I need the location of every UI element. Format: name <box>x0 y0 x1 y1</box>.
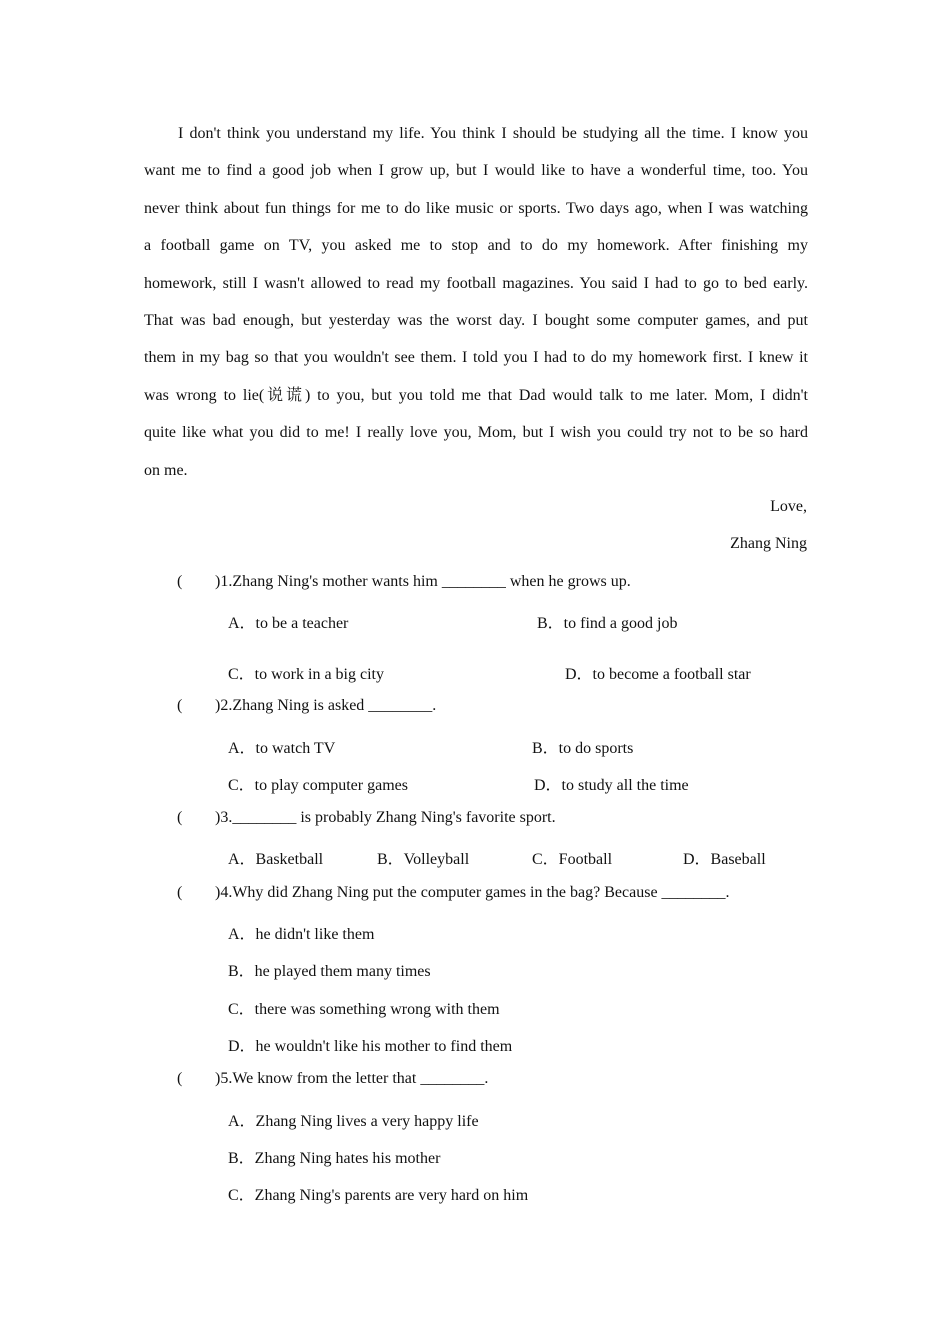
question-stem: )1.Zhang Ning's mother wants him ________ when he grows up. <box>215 573 631 590</box>
letter-closing: Love, <box>770 498 807 515</box>
option-c: C．Zhang Ning's parents are very hard on him <box>228 1187 529 1204</box>
option-a: A．Basketball <box>228 851 324 868</box>
letter-signature: Zhang Ning <box>730 535 807 552</box>
answer-paren: ( <box>177 809 183 826</box>
question-stem: )2.Zhang Ning is asked ________. <box>215 697 437 714</box>
letter-line: a football game on TV, you asked me to stop and to do my homework. After finishing my <box>144 237 808 255</box>
option-b: B．to do sports <box>532 740 634 757</box>
answer-paren: ( <box>177 697 183 714</box>
option-d: D．Baseball <box>683 851 766 868</box>
letter-line: on me. <box>144 461 188 479</box>
option-a: A．Zhang Ning lives a very happy life <box>228 1113 479 1130</box>
option-c: C．to work in a big city <box>228 666 384 683</box>
option-c: C．there was something wrong with them <box>228 1001 500 1018</box>
option-a: A．he didn't like them <box>228 926 375 943</box>
question-stem: )5.We know from the letter that ________. <box>215 1070 489 1087</box>
letter-line: quite like what you did to me! I really love you, Mom, but I wish you could try not to be so hard <box>144 424 808 442</box>
option-c: C．to play computer games <box>228 777 408 794</box>
option-d: D．he wouldn't like his mother to find them <box>228 1038 513 1055</box>
answer-paren: ( <box>177 573 183 590</box>
option-d: D．to study all the time <box>534 777 689 794</box>
option-b: B．he played them many times <box>228 963 431 980</box>
letter-line: I don't think you understand my life. You think I should be studying all the time. I know you <box>178 125 808 142</box>
letter-line: want me to find a good job when I grow up, but I would like to have a wonderful time, too. You <box>144 162 808 180</box>
letter-line: homework, still I wasn't allowed to read my football magazines. You said I had to go to bed early. <box>144 274 808 292</box>
question-stem: )4.Why did Zhang Ning put the computer games in the bag? Because ________. <box>215 884 730 901</box>
option-c: C．Football <box>532 851 613 868</box>
option-b: B．Zhang Ning hates his mother <box>228 1150 441 1167</box>
question-stem: )3.________ is probably Zhang Ning's favorite sport. <box>215 809 556 826</box>
option-d: D．to become a football star <box>565 666 751 683</box>
option-b: B．Volleyball <box>377 851 470 868</box>
letter-line: That was bad enough, but yesterday was the worst day. I bought some computer games, and put <box>144 311 808 329</box>
option-b: B．to find a good job <box>537 615 678 632</box>
letter-line: was wrong to lie(说谎) to you, but you told me that Dad would talk to me later. Mom, I didn't <box>144 386 808 404</box>
answer-paren: ( <box>177 884 183 901</box>
letter-line: never think about fun things for me to do like music or sports. Two days ago, when I was watching <box>144 199 808 217</box>
letter-body <box>144 120 808 494</box>
option-a: A．to watch TV <box>228 740 336 757</box>
letter-line: them in my bag so that you wouldn't see them. I told you I had to do my homework first. I knew it <box>144 349 808 367</box>
answer-paren: ( <box>177 1070 183 1087</box>
option-a: A．to be a teacher <box>228 615 349 632</box>
